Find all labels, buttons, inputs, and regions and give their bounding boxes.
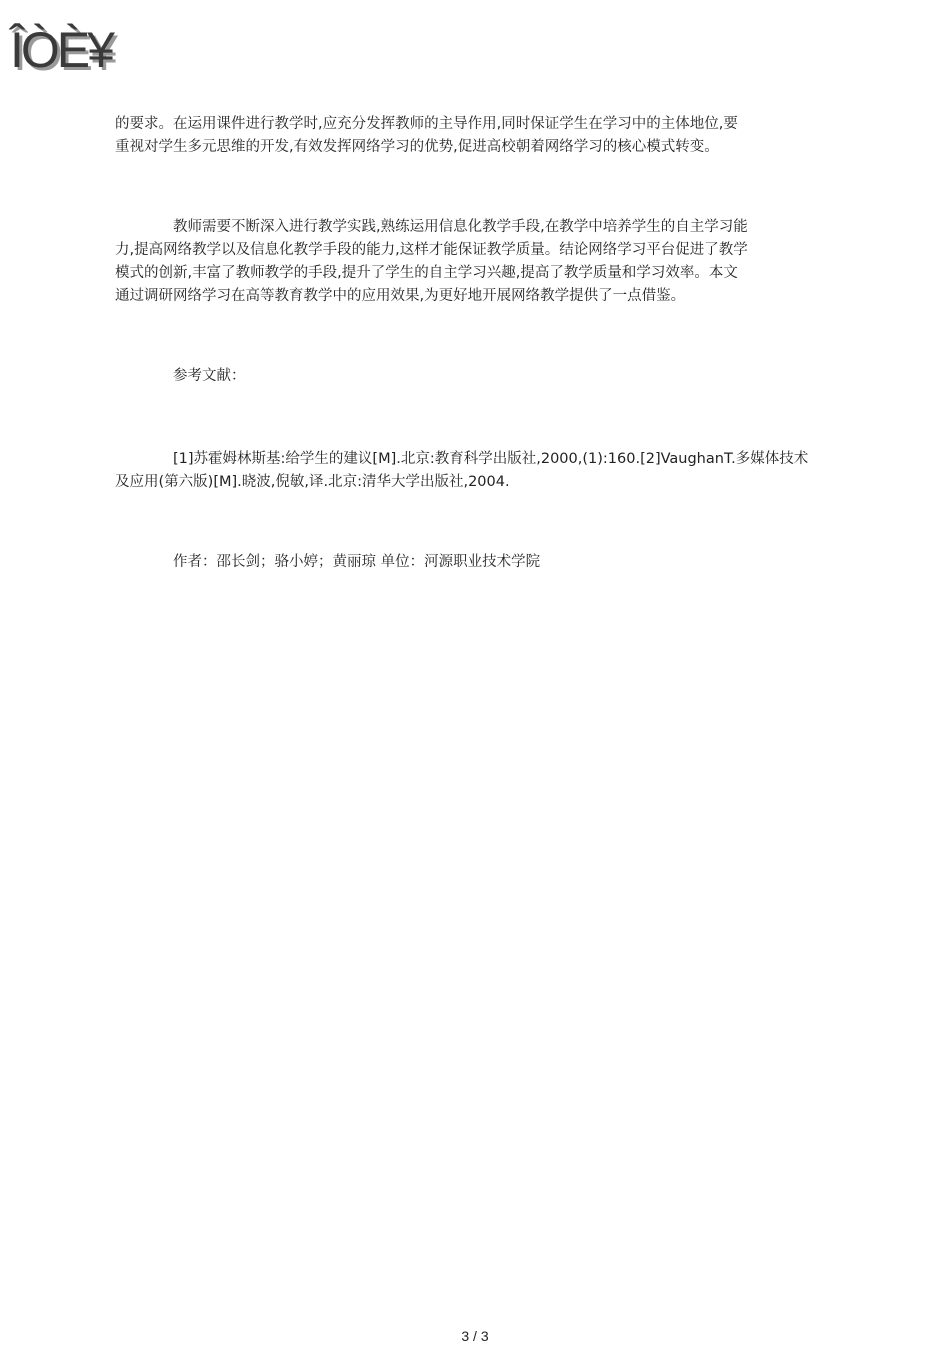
paragraph-line: 重视对学生多元思维的开发,有效发挥网络学习的优势,促进高校朝着网络学习的核心模式转变。 [115, 139, 719, 155]
paragraph-line: 的要求。在运用课件进行教学时,应充分发挥教师的主导作用,同时保证学生在学习中的主体地位,要 [115, 116, 738, 132]
authors-block [115, 551, 845, 574]
references-list [115, 448, 845, 494]
page-number: 3 / 3 [461, 1328, 489, 1344]
paragraph-line: 模式的创新,丰富了教师教学的手段,提升了学生的自主学习兴趣,提高了教学质量和学习效率。本文 [115, 265, 738, 281]
paragraph-conclusion [115, 216, 845, 308]
header-watermark: ÎÒÈ¥ [10, 22, 112, 78]
paragraph-line: 教师需要不断深入进行教学实践,熟练运用信息化教学手段,在教学中培养学生的自主学习能 [173, 219, 748, 235]
references-heading-block [115, 365, 845, 388]
paragraph-requirements [115, 113, 845, 159]
paragraph-line: 通过调研网络学习在高等教育教学中的应用效果,为更好地开展网络教学提供了一点借鉴。 [115, 288, 686, 304]
references-heading: 参考文献： [173, 368, 246, 384]
reference-line: [1]苏霍姆林斯基:给学生的建议[M].北京:教育科学出版社,2000,(1):160.[2]VaughanT.多媒体技术 [173, 451, 809, 467]
authors-line: 作者：邵长剑；骆小婷；黄丽琼 单位：河源职业技术学院 [173, 554, 541, 570]
reference-line: 及应用(第六版)[M].晓波,倪敏,译.北京:清华大学出版社,2004. [115, 474, 510, 490]
paragraph-line: 力,提高网络教学以及信息化教学手段的能力,这样才能保证教学质量。结论网络学习平台促进了教学 [115, 242, 748, 258]
